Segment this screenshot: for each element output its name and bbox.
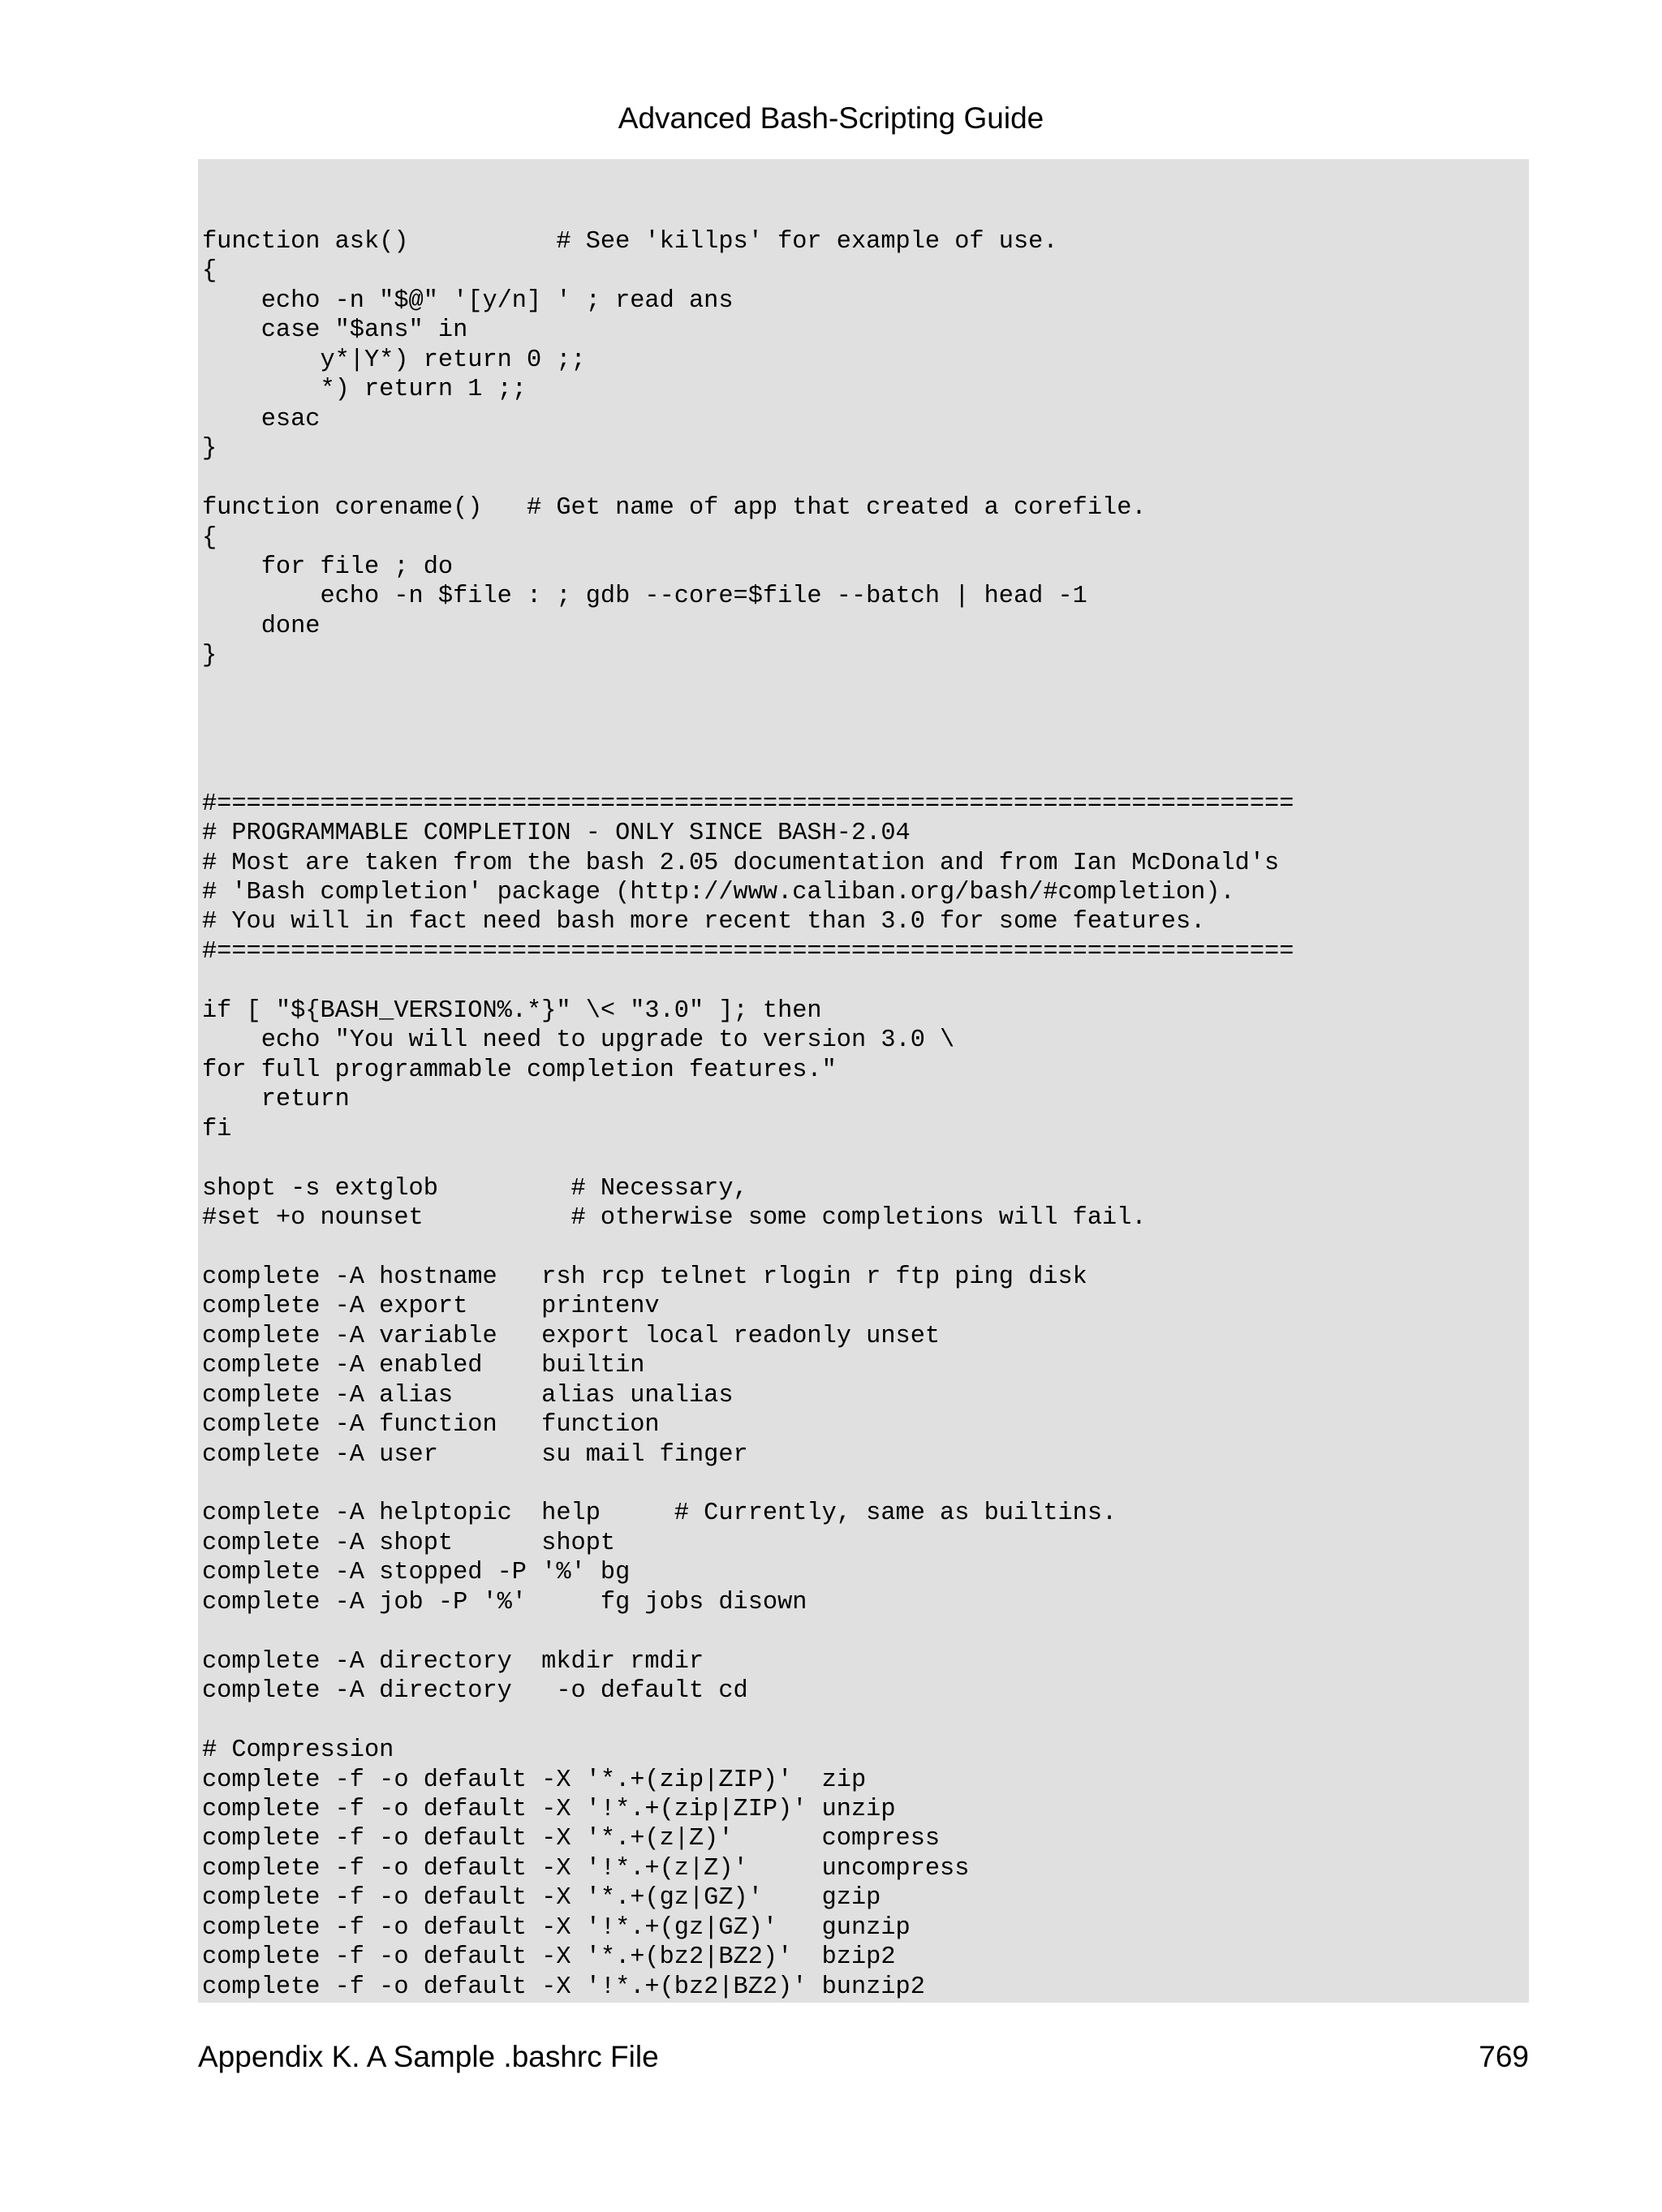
page-header-title: Advanced Bash-Scripting Guide [618,101,1044,135]
footer-page-number: 769 [1479,2040,1529,2073]
code-text: function ask() # See 'killps' for example of use. { echo -n "$@" '[y/n] ' ; read ans case "$ans" in y*|Y*) return 0 ;; *) return 1 ;; esac } function corename() # Get name of app that created a corefile. { for file ; do echo -n $file : ; gdb --core=$file --batch | head -1 done } #========================================================================= # PROGRAMMABLE COMPLETION - ONLY SINCE BASH-2.04 # Most are taken from the bash 2.05 documentation and from Ian McDonald's # 'Bash completion' package (http://www.caliban.org/bash/#completion). # You will in fact need bash more recent than 3.0 for some features. #========================================================================= if [ "${BASH_VERSION%.*}" \< "3.0" ]; then echo "You will need to upgrade to version 3.0 \ for full programmable completion features." return fi shopt -s extglob # Necessary, #set +o nounset # otherwise some completions will fail. complete -A hostname rsh rcp telnet rlogin r ftp ping disk complete -A export printenv complete -A variable export local readonly unset complete -A enabled builtin complete -A alias alias unalias complete -A function function complete -A user su mail finger complete -A helptopic help # Currently, same as builtins. complete -A shopt shopt complete -A stopped -P '%' bg complete -A job -P '%' fg jobs disown complete -A directory mkdir rmdir complete -A directory -o default cd # Compression complete -f -o default -X '*.+(zip|ZIP)' zip complete -f -o default -X '!*.+(zip|ZIP)' unzip complete -f -o default -X '*.+(z|Z)' compress complete -f -o default -X '!*.+(z|Z)' uncompress complete -f -o default -X '*.+(gz|GZ)' gzip complete -f -o default -X '!*.+(gz|GZ)' gunzip complete -f -o default -X '*.+(bz2|BZ2)' bzip2 complete -f -o default -X '!*.+(bz2|BZ2)' bunzip2 [202,228,1294,2001]
footer-section-title: Appendix K. A Sample .bashrc File [198,2040,659,2073]
code-listing [198,159,1529,2003]
